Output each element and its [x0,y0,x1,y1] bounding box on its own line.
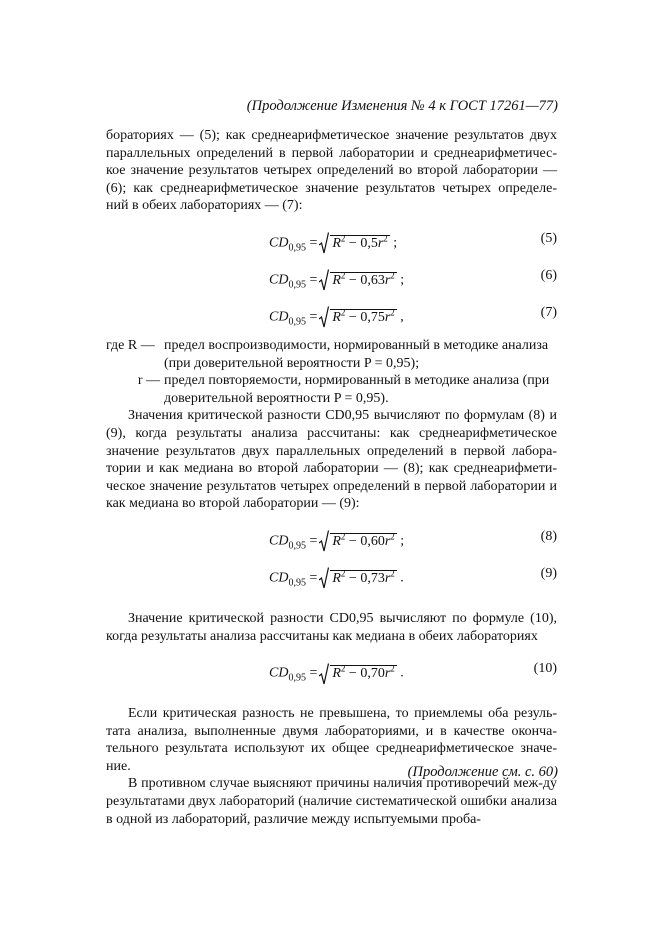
formula-6 [106,264,557,289]
formula-expression [269,230,397,257]
formula-subscript: 0,95 [288,242,306,254]
formula-equals: = [309,272,318,288]
formula-exponent: 2 [390,306,395,317]
formula-coefficient: 0,60 [360,533,385,549]
formula-group-a [106,227,557,326]
formula-R: R [332,272,341,288]
formula-R: R [332,235,341,251]
formula-exponent: 2 [390,530,395,541]
formula-minus: − [348,570,357,586]
formula-number: (10) [533,661,557,677]
formula-7 [106,301,557,326]
formula-lhs: CD [269,309,289,325]
page-content [106,127,557,828]
formula-R: R [332,570,341,586]
paragraph-3: Значение критической разности CD0,95 вычисляют по формуле (10), когда результаты анализа рассчитаны как медиана в обеих лабораториях [106,610,557,644]
formula-R: R [332,533,341,549]
formula-tail: ; [400,533,405,549]
sqrt-sign-icon [319,567,329,589]
formula-expression [269,528,404,555]
formula-number: (8) [540,528,557,544]
formula-r: r [384,533,391,549]
formula-group-b [106,525,557,587]
formula-coefficient: 0,75 [360,309,385,325]
formula-radicand [330,232,389,251]
sqrt-sign-icon [319,232,329,254]
formula-equals: = [309,235,318,251]
formula-exponent: 2 [390,567,395,578]
formula-coefficient: 0,73 [360,570,385,586]
formula-exponent: 2 [340,269,346,280]
formula-coefficient: 0,63 [360,272,385,288]
definition-R [106,337,557,372]
formula-r: r [384,570,391,586]
formula-8 [106,525,557,550]
formula-9 [106,562,557,587]
formula-minus: − [348,235,357,251]
formula-expression [269,267,404,294]
sqrt-sign-icon [319,269,329,291]
formula-tail: ; [400,272,405,288]
formula-10 [106,657,557,682]
formula-exponent: 2 [383,232,388,243]
formula-R: R [332,665,341,681]
formula-radicand [330,665,396,681]
formula-5 [106,227,557,252]
definition-r [106,372,557,407]
paragraph-5: В противном случае выясняют причины наличия противоречий меж-ду результатами двух лабораторий (наличие систематической ошибки анализа в одной из лабораторий, различие между испытуемыми проба- [106,776,557,827]
formula-equals: = [309,533,318,549]
paragraph-1: бораториях — (5); как среднеарифметическое значение результатов двух параллельных определений в первой лаборатории и среднеарифметичес-кое значение результатов четырех определений во второй лаборатории — (6); как среднеарифметическое значение результатов четырех определе-ний в обеих лабораториях — (7): [106,128,557,214]
formula-exponent: 2 [390,269,395,280]
definition-key: где R — [106,337,155,353]
definition-key: r — [137,373,160,389]
definition-text: предел повторяемости, нормированный в методике анализа (при доверительной вероятности P = 0,95). [164,373,550,406]
sqrt-sign-icon [319,663,329,685]
formula-r: r [384,665,391,681]
formula-subscript: 0,95 [288,316,306,328]
formula-radicand [330,567,396,586]
formula-exponent: 2 [340,567,346,578]
formula-expression [269,565,404,592]
formula-subscript: 0,95 [288,540,306,552]
page-footer: (Продолжение см. с. 60) [407,764,558,780]
definitions [106,337,557,407]
formula-exponent: 2 [340,306,346,317]
formula-number: (6) [540,267,557,283]
formula-tail: , [400,309,404,325]
formula-lhs: CD [269,533,289,549]
formula-R: R [332,309,341,325]
formula-lhs: CD [269,272,289,288]
formula-number: (9) [540,565,557,581]
formula-number: (7) [540,304,557,320]
formula-radicand [330,269,396,288]
formula-minus: − [348,665,357,681]
formula-subscript: 0,95 [288,672,306,684]
definition-text: предел воспроизводимости, нормированный в методике анализа (при доверительной вероятности P = 0,95); [164,337,549,371]
formula-tail: ; [393,235,398,251]
formula-exponent: 2 [340,663,346,674]
formula-exponent: 2 [340,530,346,541]
formula-coefficient: 0,5 [360,235,378,251]
formula-r: r [384,309,391,325]
formula-expression [269,304,404,331]
formula-exponent: 2 [340,232,346,243]
formula-lhs: CD [269,665,289,681]
formula-equals: = [309,570,318,586]
formula-lhs: CD [269,235,289,251]
formula-minus: − [348,309,357,325]
formula-tail: . [400,570,404,586]
formula-number: (5) [540,230,557,246]
formula-exponent: 2 [390,663,395,674]
formula-tail: . [400,665,404,681]
formula-equals: = [309,309,318,325]
formula-minus: − [348,272,357,288]
formula-lhs: CD [269,570,289,586]
formula-minus: − [348,533,357,549]
formula-subscript: 0,95 [288,577,306,589]
sqrt-sign-icon [319,530,329,552]
page-header: (Продолжение Изменения № 4 к ГОСТ 17261—77) [246,98,558,114]
formula-subscript: 0,95 [288,279,306,291]
formula-expression [269,660,404,687]
formula-radicand [330,530,396,549]
formula-r: r [384,272,391,288]
paragraph-4: Если критическая разность не превышена, то приемлемы оба резуль-тата анализа, выполненные двумя лабораториями, и в качестве оконча-тельного результата используют их общее среднеарифметическое значе-ние. [106,706,557,774]
formula-coefficient: 0,70 [360,665,385,681]
paragraph-2: Значения критической разности CD0,95 вычисляют по формулам (8) и (9), когда результаты анализа рассчитаны: как среднеарифметическое значение результатов двух параллельных определений в первой лабора-тории и как медиана во второй лаборатории — (8); как среднеарифмети-ческое значение результатов четырех определений в первой лаборатории и как медиана во второй лаборатории — (9): [106,408,557,512]
formula-r: r [377,235,384,251]
formula-equals: = [309,665,318,681]
formula-radicand [330,306,396,325]
sqrt-sign-icon [319,306,329,328]
